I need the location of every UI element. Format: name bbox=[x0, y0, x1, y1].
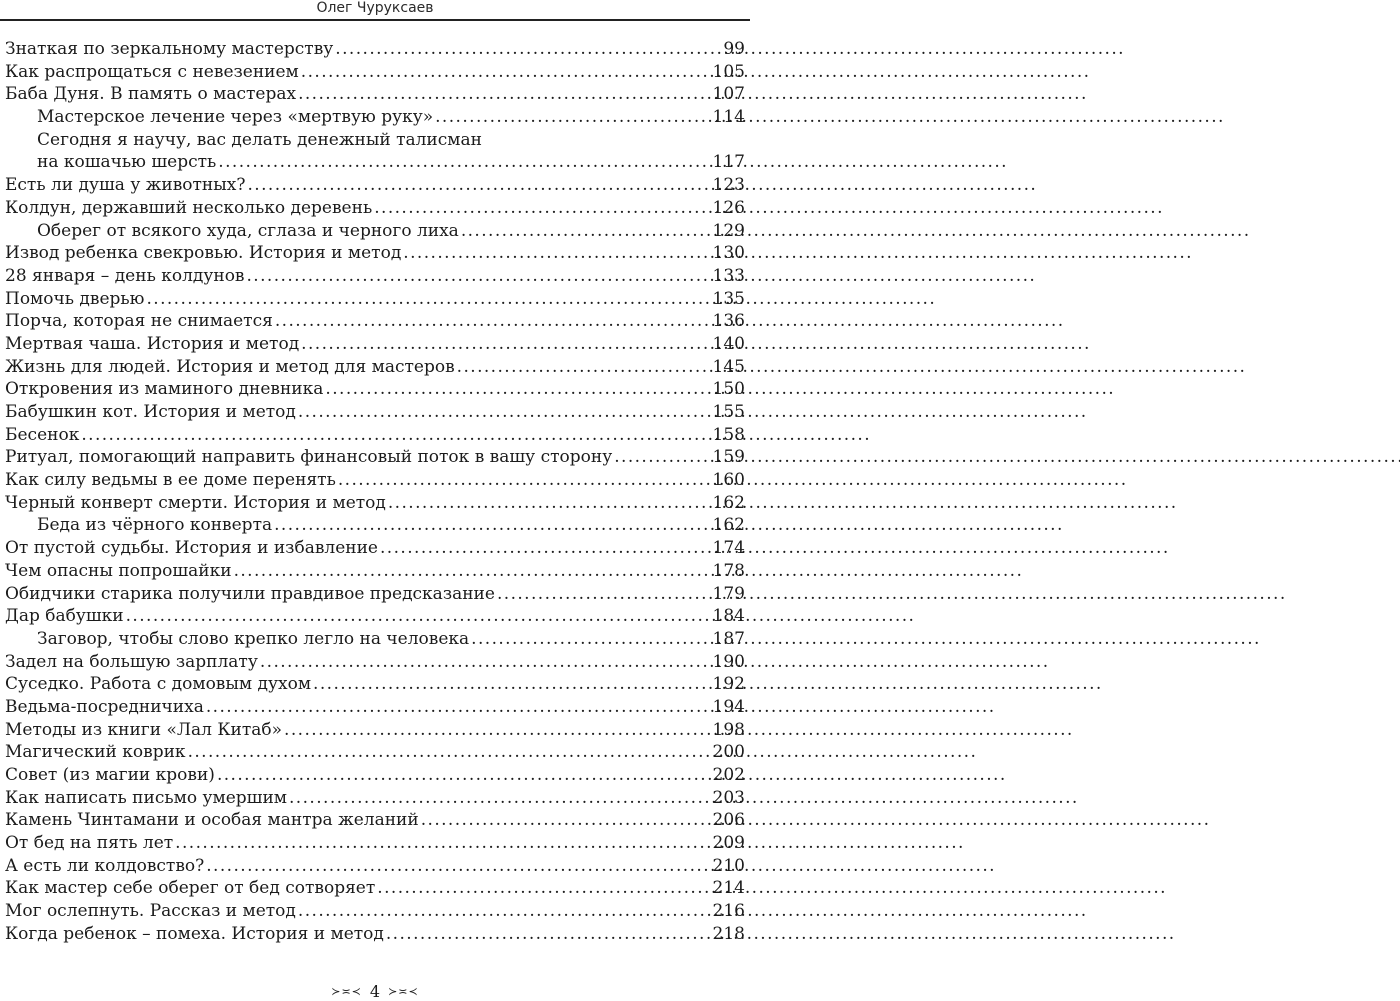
toc-entry-title: Ритуал, помогающий направить финансовый поток в вашу сторону bbox=[5, 447, 613, 468]
toc-entry[interactable] bbox=[5, 764, 745, 787]
toc-dot-leader bbox=[313, 673, 711, 696]
toc-entry-page: 160 bbox=[712, 470, 745, 491]
toc-dot-leader bbox=[81, 424, 710, 447]
page-footer bbox=[0, 984, 750, 1000]
toc-entry[interactable] bbox=[5, 288, 745, 311]
toc-entry-title: Суседко. Работа с домовым духом bbox=[5, 674, 312, 695]
toc-dot-leader bbox=[289, 787, 711, 810]
toc-entry[interactable] bbox=[5, 719, 745, 742]
toc-entry-title: Бесенок bbox=[5, 424, 80, 445]
toc-entry[interactable] bbox=[5, 855, 745, 878]
toc-entry-page: 117 bbox=[712, 152, 745, 173]
page-number: 4 bbox=[369, 982, 381, 1001]
toc-entry-page: 218 bbox=[712, 923, 745, 944]
toc-entry-page: 105 bbox=[712, 61, 745, 82]
toc-dot-leader bbox=[377, 877, 710, 900]
toc-entry-page: 210 bbox=[712, 855, 745, 876]
toc-entry[interactable] bbox=[5, 106, 745, 129]
toc-entry-title: Колдун, державший несколько деревень bbox=[5, 197, 373, 218]
toc-dot-leader bbox=[260, 651, 711, 674]
toc-dot-leader bbox=[497, 583, 711, 606]
toc-entry-page: 133 bbox=[712, 265, 745, 286]
toc-dot-leader bbox=[435, 106, 710, 129]
toc-entry[interactable] bbox=[5, 492, 745, 515]
toc-dot-leader bbox=[274, 514, 710, 537]
toc-entry[interactable] bbox=[5, 424, 745, 447]
toc-dot-leader bbox=[403, 242, 710, 265]
toc-entry-title: Ведьма-посредничиха bbox=[5, 696, 204, 717]
toc-dot-leader bbox=[248, 174, 711, 197]
toc-entry-title: Как распрощаться с невезением bbox=[5, 61, 299, 82]
toc-entry[interactable] bbox=[5, 469, 745, 492]
header-divider bbox=[0, 19, 750, 21]
footer-ornament-right: ≻≍≺ bbox=[388, 985, 419, 998]
toc-entry-title: Есть ли душа у животных? bbox=[5, 175, 246, 196]
toc-entry-page: 159 bbox=[712, 447, 745, 468]
toc-entry-title: Знаткая по зеркальному мастерству bbox=[5, 39, 334, 59]
toc-dot-leader bbox=[206, 696, 711, 719]
toc-dot-leader bbox=[146, 288, 710, 311]
toc-entry[interactable] bbox=[5, 923, 745, 946]
toc-entry-title: Бабушкин кот. История и метод bbox=[5, 402, 296, 422]
toc-entry-page: 158 bbox=[712, 424, 745, 445]
toc-entry[interactable] bbox=[5, 220, 745, 243]
toc-entry-page: 162 bbox=[712, 492, 745, 513]
toc-entry-page: 99 bbox=[723, 39, 745, 59]
toc-entry[interactable] bbox=[5, 265, 745, 288]
toc-entry-page: 194 bbox=[712, 696, 745, 717]
toc-entry-title: Задел на большую зарплату bbox=[5, 651, 258, 672]
toc-dot-leader bbox=[338, 469, 711, 492]
toc-entry-title: 28 января – день колдунов bbox=[5, 265, 245, 286]
toc-entry[interactable] bbox=[5, 401, 745, 424]
toc-entry-page: 155 bbox=[712, 402, 745, 422]
toc-entry[interactable] bbox=[5, 83, 745, 106]
toc-entry-title: А есть ли колдовство? bbox=[5, 855, 205, 876]
toc-entry[interactable] bbox=[5, 378, 745, 401]
toc-entry-page: 178 bbox=[712, 560, 745, 581]
table-of-contents bbox=[5, 38, 745, 946]
toc-entry-page: 214 bbox=[712, 878, 745, 899]
toc-entry-page: 198 bbox=[712, 719, 745, 740]
toc-entry-page: 162 bbox=[712, 515, 745, 536]
toc-entry-title: Сегодня я научу, вас делать денежный талисман bbox=[37, 129, 482, 150]
toc-entry-page: 192 bbox=[712, 674, 745, 695]
toc-entry-title: на кошачью шерсть bbox=[37, 152, 217, 173]
toc-entry-page: 150 bbox=[712, 379, 745, 400]
toc-dot-leader bbox=[175, 832, 710, 855]
running-header: Олег Чуруксаев bbox=[316, 0, 434, 16]
toc-entry-title: Мастерское лечение через «мертвую руку» bbox=[37, 107, 434, 128]
toc-entry-title: От бед на пять лет bbox=[5, 833, 174, 854]
toc-entry-page: 114 bbox=[712, 107, 745, 128]
toc-entry-page: 130 bbox=[712, 243, 745, 264]
toc-entry-title: Магический коврик bbox=[5, 742, 186, 763]
toc-entry[interactable] bbox=[5, 605, 745, 628]
toc-entry[interactable] bbox=[5, 197, 745, 220]
toc-dot-leader bbox=[284, 719, 711, 742]
toc-entry-page: 206 bbox=[712, 810, 745, 831]
toc-entry[interactable] bbox=[5, 673, 745, 696]
toc-dot-leader bbox=[247, 265, 711, 288]
toc-entry-page: 174 bbox=[712, 538, 745, 559]
toc-dot-leader bbox=[335, 38, 721, 61]
toc-entry-page: 202 bbox=[712, 765, 745, 785]
toc-entry-page: 107 bbox=[712, 84, 745, 105]
toc-entry[interactable] bbox=[5, 356, 745, 379]
toc-dot-leader bbox=[298, 83, 710, 106]
toc-entry-page: 200 bbox=[712, 742, 745, 763]
toc-dot-leader bbox=[388, 492, 711, 515]
toc-entry-page: 184 bbox=[712, 606, 745, 627]
toc-entry[interactable] bbox=[5, 310, 745, 333]
toc-entry-page: 123 bbox=[712, 175, 745, 196]
toc-entry-title: Как мастер себе оберег от бед сотворяет bbox=[5, 878, 376, 899]
toc-entry-title: Оберег от всякого худа, сглаза и черного лиха bbox=[37, 220, 459, 241]
toc-entry-page: 179 bbox=[712, 583, 745, 604]
toc-dot-leader bbox=[380, 537, 711, 560]
toc-dot-leader bbox=[298, 900, 711, 923]
toc-entry-page: 216 bbox=[712, 901, 745, 922]
toc-dot-leader bbox=[298, 401, 711, 424]
toc-dot-leader bbox=[614, 446, 710, 469]
toc-entry-page: 126 bbox=[712, 197, 745, 218]
toc-entry-title: Извод ребенка свекровью. История и метод bbox=[5, 243, 402, 264]
toc-dot-leader bbox=[188, 741, 711, 764]
toc-entry-title: Жизнь для людей. История и метод для мастеров bbox=[5, 356, 455, 377]
footer-ornament-left: ≻≍≺ bbox=[331, 985, 362, 998]
toc-entry-page: 129 bbox=[712, 220, 745, 241]
toc-dot-leader bbox=[461, 220, 711, 243]
toc-entry-title: Мог ослепнуть. Рассказ и метод bbox=[5, 901, 296, 922]
toc-entry-title: От пустой судьбы. История и избавление bbox=[5, 538, 378, 559]
toc-entry[interactable] bbox=[5, 174, 745, 197]
toc-entry-page: 209 bbox=[712, 833, 745, 854]
toc-entry-page: 140 bbox=[712, 333, 745, 354]
toc-entry[interactable] bbox=[5, 61, 745, 84]
toc-entry-title: Методы из книги «Лал Китаб» bbox=[5, 719, 283, 740]
toc-entry[interactable] bbox=[5, 651, 745, 674]
toc-entry[interactable] bbox=[5, 242, 745, 265]
toc-entry[interactable] bbox=[5, 333, 745, 356]
toc-entry-title: Как написать письмо умершим bbox=[5, 787, 287, 808]
toc-entry-title: Обидчики старика получили правдивое предсказание bbox=[5, 583, 495, 604]
toc-entry[interactable] bbox=[5, 129, 745, 152]
toc-entry-title: Откровения из маминого дневника bbox=[5, 379, 324, 400]
toc-entry-page: 135 bbox=[712, 288, 745, 309]
toc-entry-title: Беда из чёрного конверта bbox=[37, 515, 273, 536]
toc-dot-leader bbox=[234, 560, 711, 583]
toc-dot-leader bbox=[325, 378, 710, 401]
toc-entry-title: Мертвая чаша. История и метод bbox=[5, 333, 300, 354]
toc-dot-leader bbox=[275, 310, 711, 333]
toc-dot-leader bbox=[206, 855, 710, 878]
toc-entry[interactable] bbox=[5, 514, 745, 537]
toc-entry[interactable] bbox=[5, 696, 745, 719]
toc-entry-page: 145 bbox=[712, 356, 745, 377]
toc-dot-leader bbox=[126, 605, 711, 628]
toc-entry[interactable] bbox=[5, 809, 745, 832]
toc-entry-title: Порча, которая не снимается bbox=[5, 311, 273, 332]
toc-entry-title: Дар бабушки bbox=[5, 606, 124, 627]
toc-entry-title: Совет (из магии крови) bbox=[5, 765, 215, 785]
toc-entry-title: Баба Дуня. В память о мастерах bbox=[5, 84, 297, 105]
toc-dot-leader bbox=[374, 197, 710, 220]
toc-dot-leader bbox=[421, 809, 711, 832]
toc-entry[interactable] bbox=[5, 446, 745, 469]
toc-entry-title: Заговор, чтобы слово крепко легло на человека bbox=[37, 628, 470, 649]
toc-entry[interactable] bbox=[5, 537, 745, 560]
toc-entry-title: Чем опасны попрошайки bbox=[5, 560, 232, 581]
toc-entry[interactable] bbox=[5, 832, 745, 855]
toc-dot-leader bbox=[301, 333, 710, 356]
toc-entry-title: Черный конверт смерти. История и метод bbox=[5, 492, 386, 513]
toc-entry[interactable] bbox=[5, 583, 745, 606]
toc-entry-title: Помочь дверью bbox=[5, 288, 145, 309]
toc-entry[interactable] bbox=[5, 741, 745, 764]
toc-entry-page: 187 bbox=[712, 628, 745, 649]
toc-entry-page: 190 bbox=[712, 651, 745, 672]
toc-entry-page: 136 bbox=[712, 311, 745, 332]
toc-entry[interactable] bbox=[5, 560, 745, 583]
toc-entry-page: 203 bbox=[712, 787, 745, 808]
toc-entry[interactable] bbox=[5, 151, 745, 174]
toc-entry-title: Когда ребенок – помеха. История и метод bbox=[5, 923, 384, 944]
toc-dot-leader bbox=[386, 923, 711, 946]
toc-dot-leader bbox=[471, 628, 710, 651]
toc-dot-leader bbox=[217, 764, 711, 787]
toc-entry[interactable] bbox=[5, 628, 745, 651]
toc-entry-title: Камень Чинтамани и особая мантра желаний bbox=[5, 810, 419, 831]
toc-entry[interactable] bbox=[5, 900, 745, 923]
toc-entry[interactable] bbox=[5, 787, 745, 810]
toc-dot-leader bbox=[301, 61, 711, 84]
toc-entry[interactable] bbox=[5, 877, 745, 900]
toc-dot-leader bbox=[457, 356, 711, 379]
toc-dot-leader bbox=[218, 151, 710, 174]
toc-entry-title: Как силу ведьмы в ее доме перенять bbox=[5, 470, 336, 491]
toc-entry[interactable] bbox=[5, 38, 745, 61]
